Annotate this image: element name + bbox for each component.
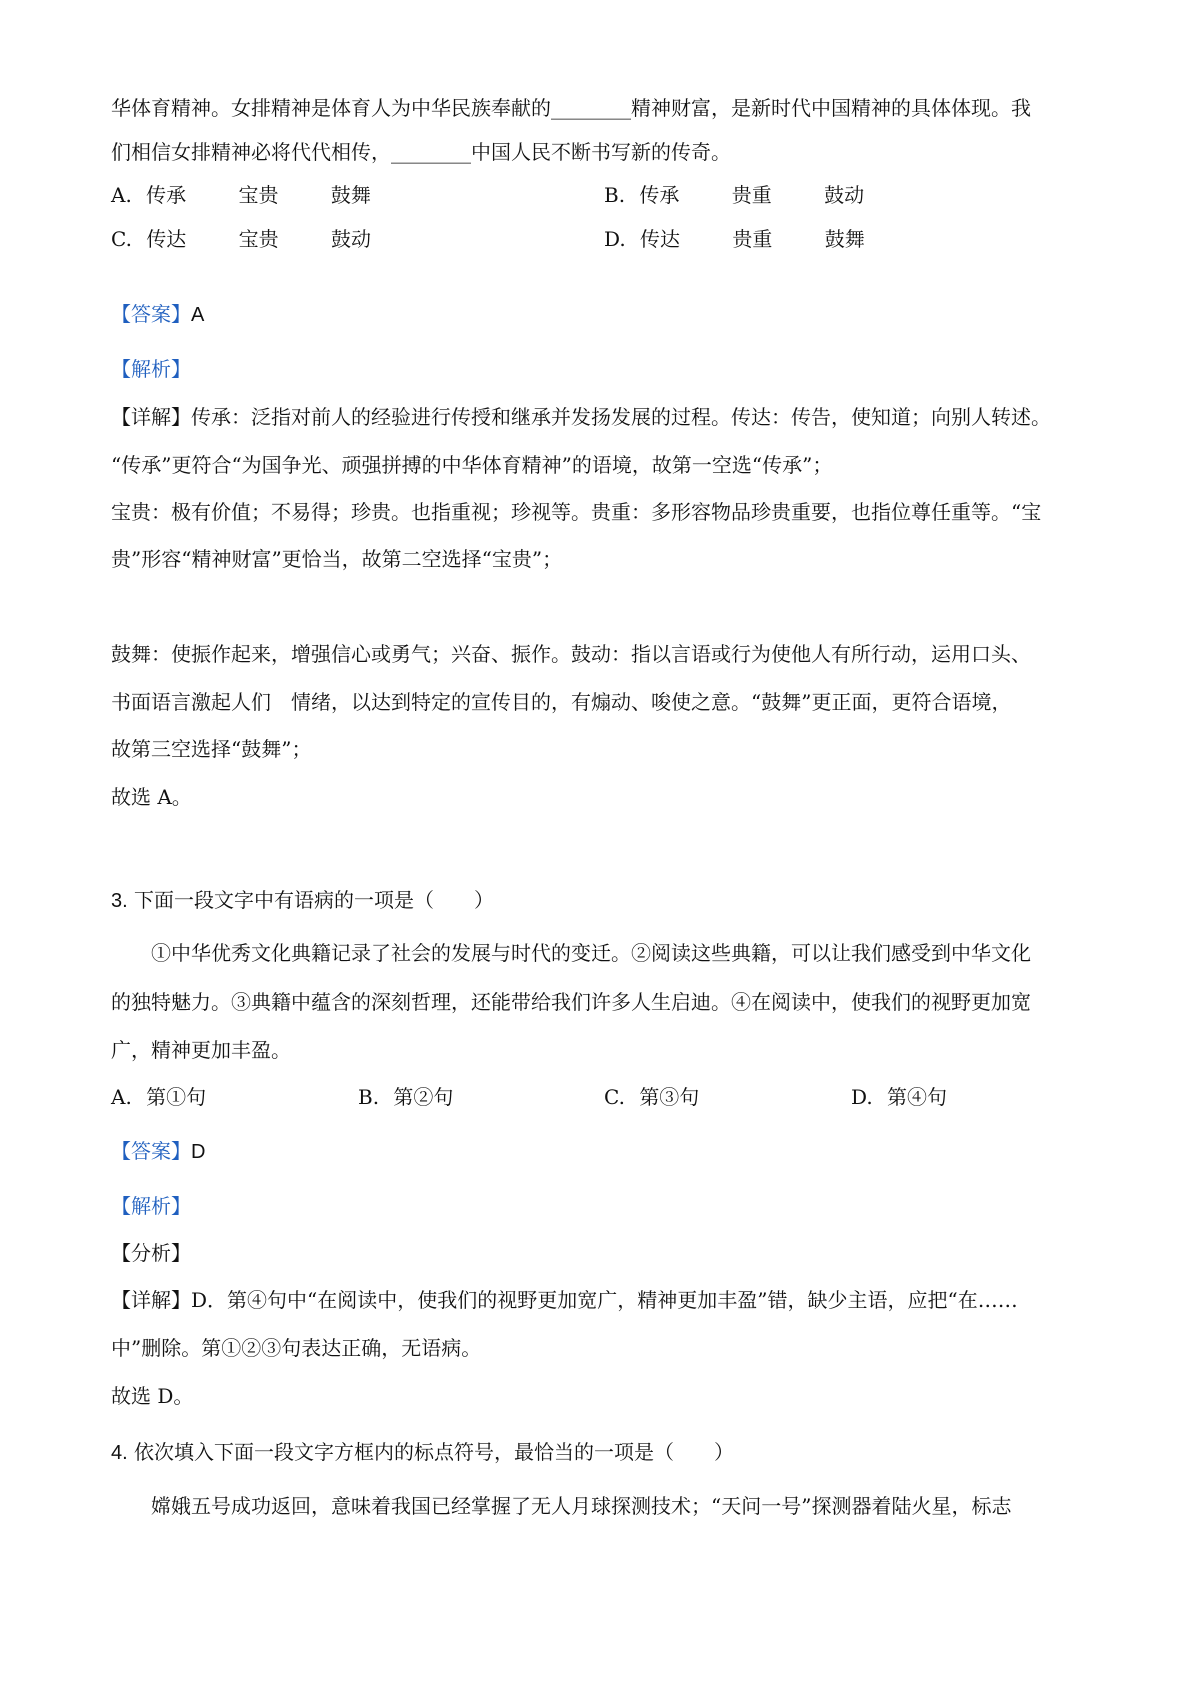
option-letter: A. [111, 1085, 132, 1109]
question-number: 3. [111, 890, 128, 912]
option-letter: B. [358, 1085, 380, 1109]
option-letter: C. [111, 227, 132, 251]
option-word-1: 传承 [146, 183, 187, 207]
option-text: 第③句 [639, 1085, 700, 1109]
q3-detail-line-2: 中”删除。第①②③句表达正确，无语病。 [111, 1336, 482, 1360]
q4-passage-line-1: 嫦娥五号成功返回，意味着我国已经掌握了无人月球探测技术；“天问一号”探测器着陆火星，标志 [151, 1494, 1012, 1518]
q3-answer [111, 1137, 1101, 1166]
q4-stem [111, 1438, 1101, 1467]
question-text: 下面一段文字中有语病的一项是（ ） [134, 888, 495, 912]
option-word-2: 贵重 [731, 183, 772, 207]
answer-tag: 【答案】 [111, 1139, 191, 1163]
q2-detail-line-4: 贵”形容“精神财富”更恰当，故第二空选择“宝贵”； [111, 547, 563, 571]
q3-fenxi-tag: 【分析】 [111, 1241, 191, 1265]
option-word-1: 传达 [640, 227, 681, 251]
option-text: 第①句 [146, 1085, 207, 1109]
option-word-3: 鼓动 [331, 227, 372, 251]
q3-passage-line-2: 的独特魅力。③典籍中蕴含的深刻哲理，还能带给我们许多人生启迪。④在阅读中，使我们的视野更加宽 [111, 990, 1031, 1014]
option-letter: B. [604, 183, 626, 207]
q2-detail-line-5: 鼓舞：使振作起来，增强信心或勇气；兴奋、振作。鼓动：指以言语或行为使他人有所行动，运用口头、 [111, 642, 1031, 666]
answer-value: D [191, 1141, 206, 1163]
option-text: 第②句 [393, 1085, 454, 1109]
q3-option-b[interactable] [358, 1083, 453, 1111]
q2-answer [111, 300, 1101, 329]
q3-passage-line-1: ①中华优秀文化典籍记录了社会的发展与时代的变迁。②阅读这些典籍，可以让我们感受到中华文化 [151, 941, 1031, 965]
option-word-1: 传承 [639, 183, 680, 207]
option-letter: C. [604, 1085, 625, 1109]
option-word-2: 宝贵 [238, 227, 279, 251]
q2-stem-line-1: 华体育精神。女排精神是体育人为中华民族奉献的________精神财富，是新时代中国精神的具体体现。我 [111, 96, 1031, 120]
q2-option-a[interactable] [111, 181, 371, 209]
option-word-1: 传达 [146, 227, 187, 251]
q3-option-a[interactable] [111, 1083, 206, 1111]
q3-option-c[interactable] [604, 1083, 699, 1111]
option-word-2: 贵重 [732, 227, 773, 251]
q2-detail-line-6: 书面语言激起人们 情绪，以达到特定的宣传目的，有煽动、唆使之意。“鼓舞”更正面，更符合语境， [111, 690, 1012, 714]
q2-option-b[interactable] [604, 181, 864, 209]
option-text: 第④句 [887, 1085, 948, 1109]
option-word-3: 鼓动 [824, 183, 865, 207]
q2-option-d[interactable] [604, 225, 865, 253]
q2-detail-line-1: 【详解】传承：泛指对前人的经验进行传授和继承并发扬发展的过程。传达：传告，使知道；向别人转述。 [111, 405, 1051, 429]
option-letter: D. [604, 227, 626, 251]
q2-detail-line-8: 故选 A。 [111, 785, 192, 809]
q3-detail-line-3: 故选 D。 [111, 1384, 194, 1408]
answer-value: A [191, 304, 205, 326]
option-letter: A. [111, 183, 132, 207]
option-word-3: 鼓舞 [824, 227, 865, 251]
q3-passage-line-3: 广，精神更加丰盈。 [111, 1038, 291, 1062]
answer-tag: 【答案】 [111, 302, 191, 326]
q3-detail-line-1: 【详解】D．第④句中“在阅读中，使我们的视野更加宽广，精神更加丰盈”错，缺少主语，应把“在…… [111, 1288, 1018, 1312]
option-word-3: 鼓舞 [330, 183, 371, 207]
option-letter: D. [851, 1085, 873, 1109]
q2-detail-line-2: “传承”更符合“为国争光、顽强拼搏的中华体育精神”的语境，故第一空选“传承”； [111, 453, 833, 477]
q2-stem-line-2: 们相信女排精神必将代代相传，________中国人民不断书写新的传奇。 [111, 140, 731, 164]
q2-analysis-tag: 【解析】 [111, 357, 191, 381]
q3-analysis-tag: 【解析】 [111, 1194, 191, 1218]
q2-detail-line-7: 故第三空选择“鼓舞”； [111, 737, 312, 761]
q3-option-d[interactable] [851, 1083, 947, 1111]
question-number: 4. [111, 1442, 128, 1464]
option-word-2: 宝贵 [238, 183, 279, 207]
question-text: 依次填入下面一段文字方框内的标点符号，最恰当的一项是（ ） [134, 1440, 735, 1464]
q2-detail-line-3: 宝贵：极有价值；不易得；珍贵。也指重视；珍视等。贵重：多形容物品珍贵重要，也指位尊任重等。“宝 [111, 500, 1042, 524]
q3-stem [111, 886, 1101, 915]
q2-option-c[interactable] [111, 225, 371, 253]
